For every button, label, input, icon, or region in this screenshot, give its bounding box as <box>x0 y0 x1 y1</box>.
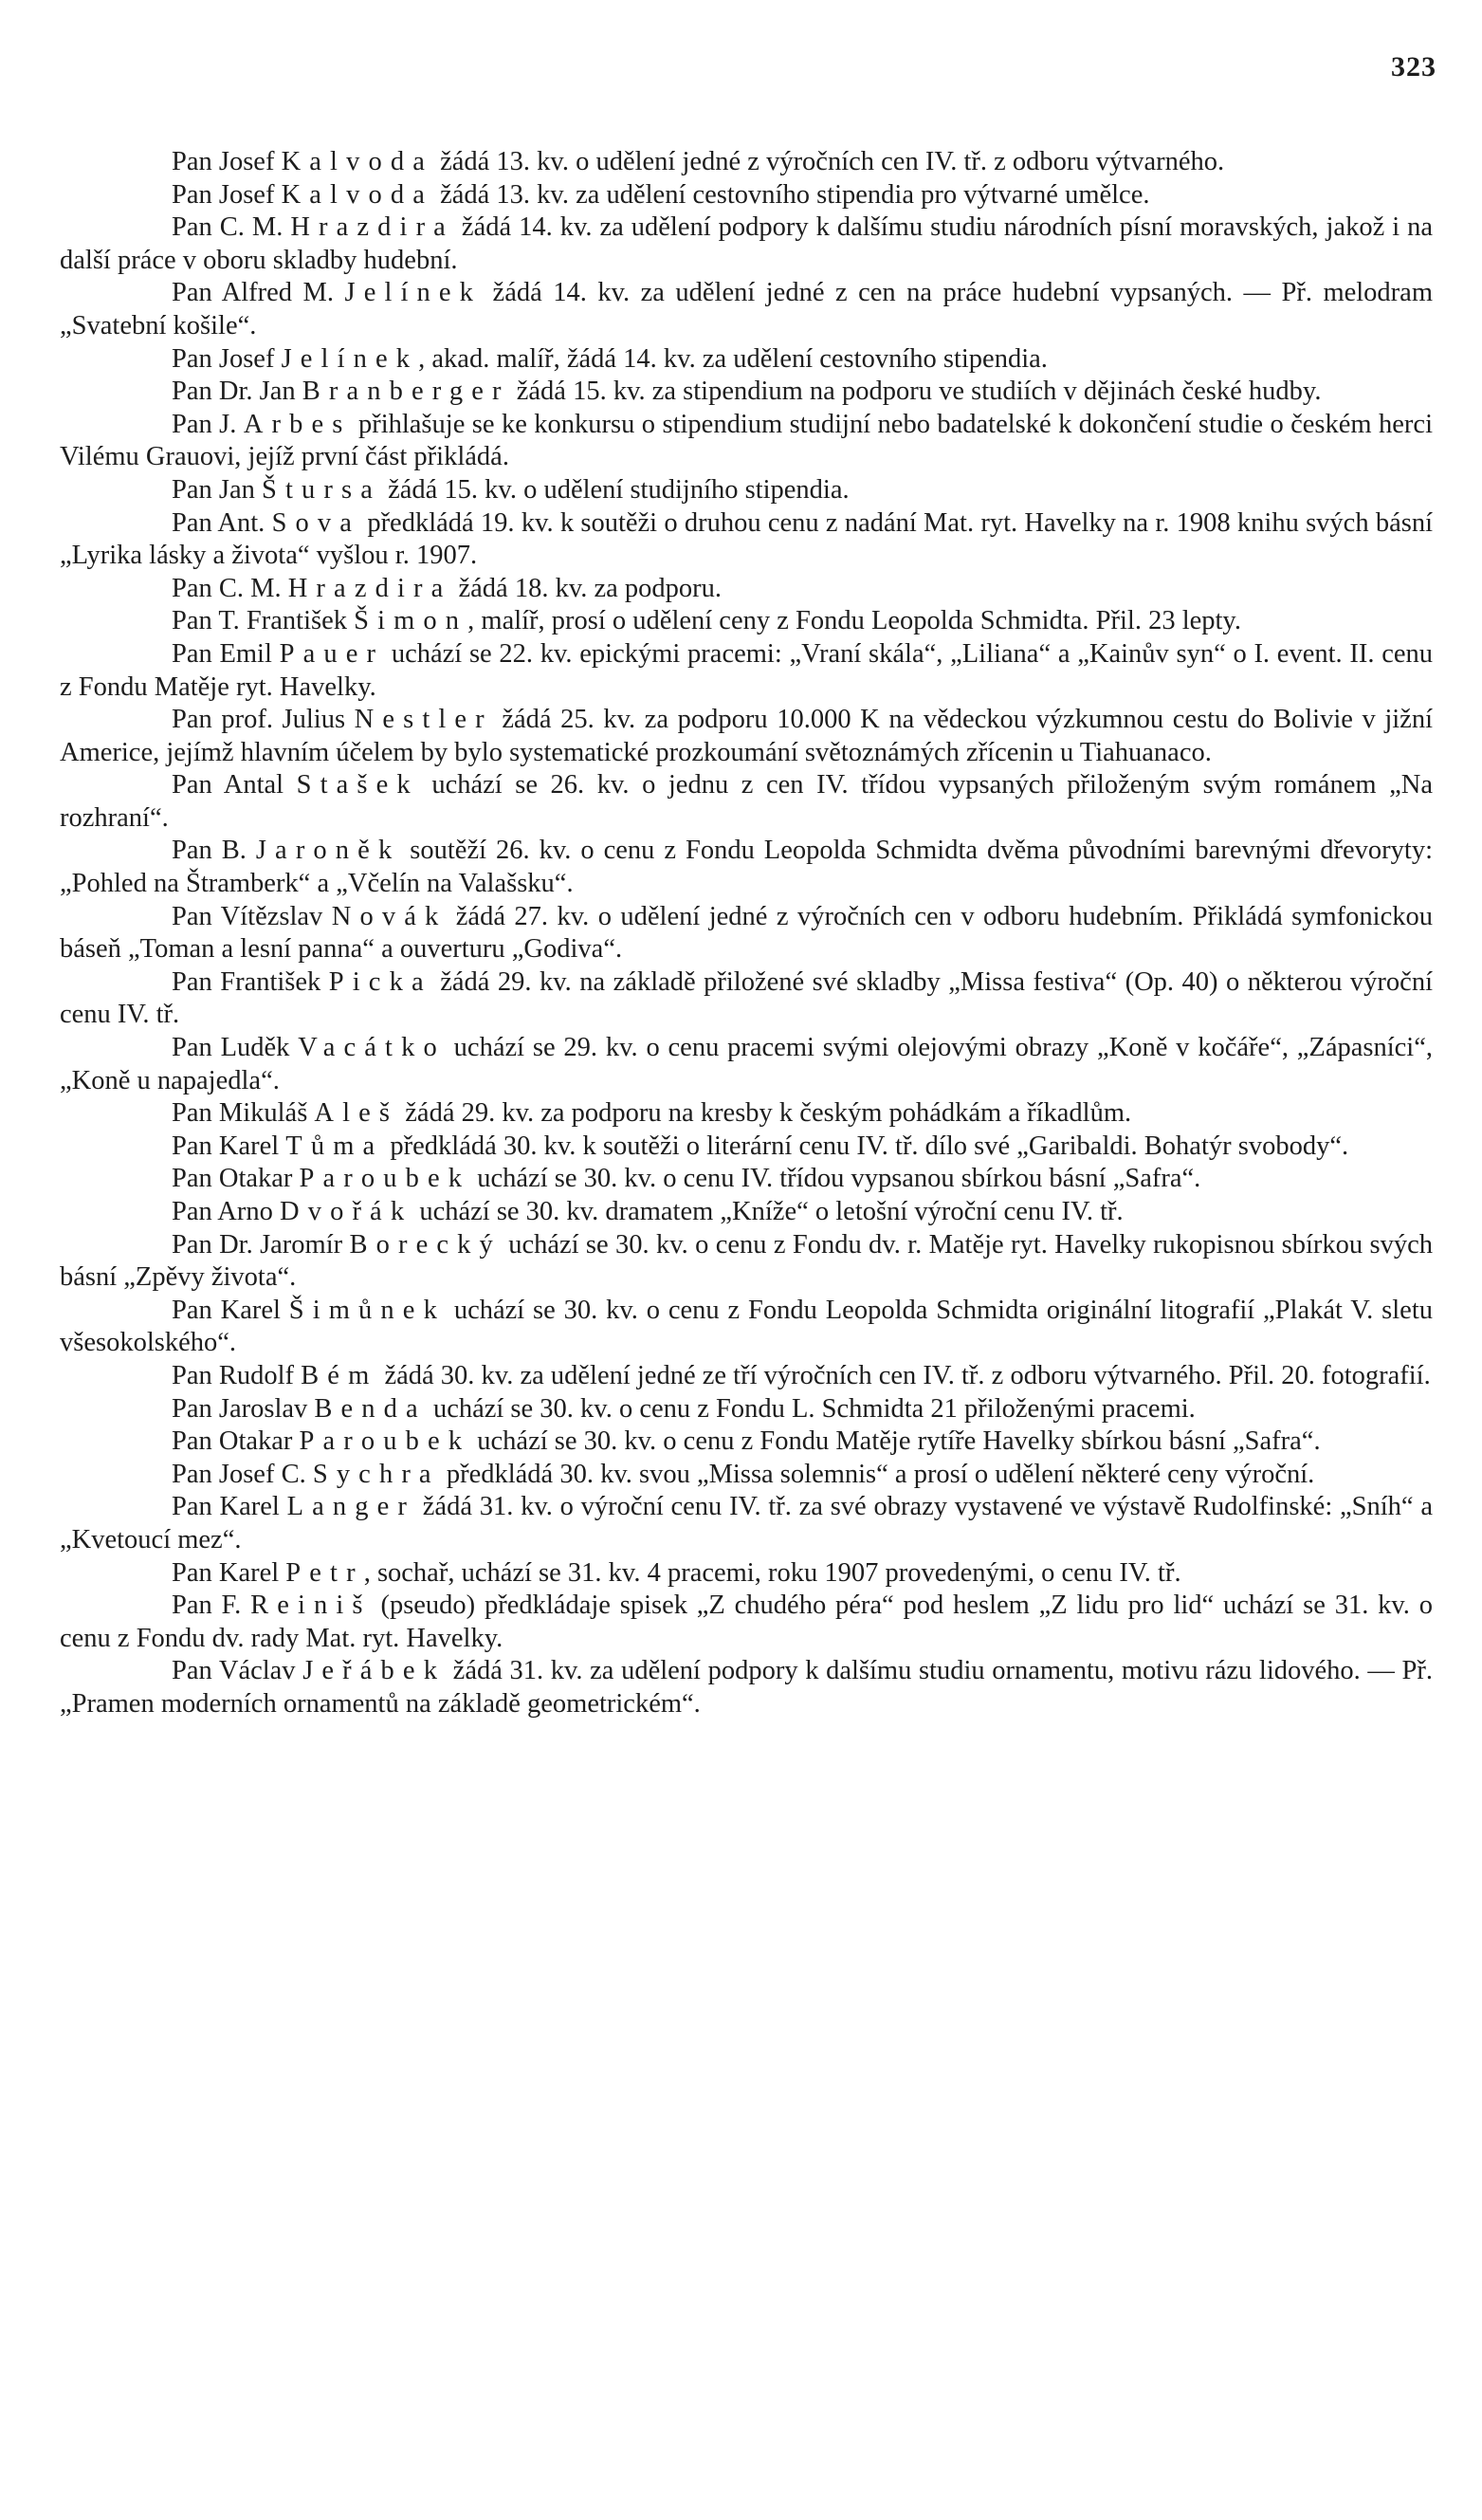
entry-name: Hrazdira <box>287 573 452 603</box>
entry-prefix: Pan Karel <box>172 1557 286 1588</box>
entry-text: žádá 13. kv. za udělení cestovního stipendia pro výtvarné umělce. <box>432 179 1150 210</box>
entry-name: Bém <box>301 1360 378 1390</box>
entry-name: Langer <box>286 1492 415 1522</box>
entry-name: Tůma <box>285 1131 384 1161</box>
entry-text: žádá 14. kv. za udělení podpory k dalšímu studiu národních písní moravských, jakož i na další práce v oboru skladby hudební. <box>60 212 1433 275</box>
entry-prefix: Pan J. <box>172 409 244 439</box>
entry-prefix: Pan Ant. <box>172 507 272 538</box>
entry-paragraph <box>60 1590 1433 1655</box>
entry-name: Branberger <box>302 377 510 407</box>
entry-prefix: Pan Antal <box>172 770 297 800</box>
entry-paragraph <box>60 769 1433 835</box>
entry-name: Aleš <box>314 1098 399 1129</box>
entry-paragraph <box>60 343 1433 377</box>
entry-prefix: Pan Josef <box>172 343 282 374</box>
entry-paragraph <box>60 507 1433 573</box>
entry-text: žádá 25. kv. za podporu 10.000 K na vědeckou výzkumnou cestu do Bolivie v jižní Americe, jejímž hlavním účelem by bylo systematické prozkoumání světoznámých zřícenin u Tiahuanaco. <box>60 705 1433 767</box>
entry-name: Dvořák <box>280 1197 413 1226</box>
entry-paragraph <box>60 638 1433 704</box>
entry-paragraph <box>60 146 1433 179</box>
entry-name: Šimůnek <box>288 1295 446 1325</box>
entry-prefix: Pan F. <box>172 1591 251 1621</box>
entry-paragraph <box>60 1229 1433 1295</box>
entry-name: Borecký <box>349 1229 502 1260</box>
entry-prefix: Pan Rudolf <box>172 1360 302 1390</box>
entry-paragraph <box>60 1360 1433 1393</box>
entry-paragraph <box>60 573 1433 606</box>
entry-prefix: Pan prof. Julius <box>172 705 355 735</box>
entry-paragraph <box>60 1557 1433 1591</box>
entry-text: uchází se 30. kv. o cenu z Fondu L. Schmidta 21 přiloženými pracemi. <box>426 1393 1196 1424</box>
entry-prefix: Pan František <box>172 966 329 997</box>
entry-name: Vacátko <box>298 1033 446 1063</box>
entry-paragraph <box>60 1295 1433 1360</box>
page-number: 323 <box>1391 51 1436 83</box>
entry-paragraph <box>60 1459 1433 1492</box>
entry-text: , malíř, prosí o udělení ceny z Fondu Leopolda Schmidta. Přil. 23 lepty. <box>467 606 1241 636</box>
entry-name: Paroubek <box>299 1164 471 1194</box>
entry-prefix: Pan Luděk <box>172 1033 299 1063</box>
entry-paragraph <box>60 474 1433 507</box>
entry-prefix: Pan Karel <box>172 1131 286 1161</box>
entry-prefix: Pan Arno <box>172 1197 280 1226</box>
entry-name: Benda <box>314 1393 427 1424</box>
entry-text: soutěží 26. kv. o cenu z Fondu Leopolda Schmidta dvěma původními barevnými dřevoryty: „Pohled na Štramberk“ a „Včelín na Valašsku“. <box>60 836 1433 899</box>
entry-prefix: Pan Dr. Jan <box>172 377 302 407</box>
entry-paragraph <box>60 212 1433 277</box>
entry-prefix: Pan C. M. <box>172 573 288 603</box>
entry-paragraph <box>60 1196 1433 1229</box>
entry-text: žádá 27. kv. o udělení jedné z výročních cen v odboru hudebním. Přikládá symfonickou báseň „Toman a lesní panna“ a ouverturu „Godiva“. <box>60 901 1433 965</box>
text-column <box>60 146 1433 1721</box>
entry-text: žádá 18. kv. za podporu. <box>451 573 723 603</box>
entry-prefix: Pan C. M. <box>172 212 291 243</box>
entry-name: Arbes <box>243 409 352 439</box>
entry-name: Jelínek <box>344 278 483 308</box>
entry-text: žádá 15. kv. za stipendium na podporu ve studiích v dějinách české hudby. <box>509 377 1322 407</box>
entry-name: Kalvoda <box>281 179 433 210</box>
entry-text: uchází se 30. kv. o cenu IV. třídou vypsanou sbírkou básní „Safra“. <box>470 1164 1201 1194</box>
entry-text: uchází se 30. kv. o cenu z Fondu Matěje rytíře Havelky sbírkou básní „Safra“. <box>470 1426 1321 1457</box>
entry-text: žádá 29. kv. za podporu na kresby k českým pohádkám a říkadlům. <box>398 1098 1132 1129</box>
entry-text: uchází se 30. kv. o cenu z Fondu Leopolda Schmidta originální litografií „Plakát V. sletu všesokolského“. <box>60 1295 1433 1358</box>
entry-name: Paroubek <box>299 1426 471 1457</box>
entry-prefix: Pan Karel <box>172 1492 287 1522</box>
entry-prefix: Pan Jaroslav <box>172 1393 315 1424</box>
entry-text: uchází se 30. kv. dramatem „Kníže“ o letošní výroční cenu IV. tř. <box>412 1197 1124 1226</box>
entry-name: Hrazdira <box>290 212 454 243</box>
entry-paragraph <box>60 901 1433 966</box>
entry-paragraph <box>60 704 1433 769</box>
entry-paragraph <box>60 1032 1433 1097</box>
entry-paragraph <box>60 1131 1433 1164</box>
entry-prefix: Pan Josef C. <box>172 1459 313 1489</box>
entry-text: žádá 30. kv. za udělení jedné ze tří výročních cen IV. tř. z odboru výtvarného. Přil. 20. fotografií. <box>377 1360 1431 1390</box>
entry-text: žádá 29. kv. na základě přiložené své skladby „Missa festiva“ (Op. 40) o některou výroční cenu IV. tř. <box>60 966 1433 1030</box>
entry-name: Reiniš <box>250 1591 372 1621</box>
entry-paragraph <box>60 409 1433 474</box>
entry-paragraph <box>60 277 1433 342</box>
entry-name: Picka <box>328 966 432 997</box>
entry-prefix: Pan Otakar <box>172 1164 300 1194</box>
entry-paragraph <box>60 1163 1433 1196</box>
entry-text: předkládá 30. kv. k soutěži o literární cenu IV. tř. dílo své „Garibaldi. Bohatýr svobody“. <box>383 1131 1349 1161</box>
entry-text: žádá 31. kv. za udělení podpory k dalšímu studiu ornamentu, motivu rázu lidového. — Př. „Pramen moderních ornamentů na základě geometrickém“. <box>60 1656 1433 1719</box>
entry-prefix: Pan Emil <box>172 638 280 669</box>
entry-name: Jelínek <box>281 343 419 374</box>
entry-name: Sova <box>271 507 361 538</box>
entry-paragraph <box>60 1491 1433 1556</box>
entry-paragraph <box>60 966 1433 1032</box>
entry-text: předkládá 30. kv. svou „Missa solemnis“ a prosí o udělení některé ceny výroční. <box>439 1459 1315 1489</box>
entry-prefix: Pan Václav <box>172 1656 303 1686</box>
entry-text: uchází se 26. kv. o jednu z cen IV. třídou vypsaných přiloženým svým románem „Na rozhraní“. <box>60 770 1434 833</box>
entry-prefix: Pan Karel <box>172 1295 289 1325</box>
entry-name: Petr <box>285 1557 364 1588</box>
entry-paragraph <box>60 1426 1433 1459</box>
entry-text: žádá 31. kv. o výroční cenu IV. tř. za své obrazy vystavené ve výstavě Rudolfinské: „Sníh“ a „Kvetoucí mez“. <box>60 1492 1433 1554</box>
entry-prefix: Pan Josef <box>172 147 282 176</box>
entry-prefix: Pan T. František <box>172 606 355 636</box>
entry-text: předkládá 19. kv. k soutěži o druhou cenu z nadání Mat. ryt. Havelky na r. 1908 knihu svých básní „Lyrika lásky a života“ vyšlou r. 1907. <box>60 507 1433 571</box>
entry-paragraph <box>60 376 1433 409</box>
entry-paragraph <box>60 1393 1433 1426</box>
entry-prefix: Pan Dr. Jaromír <box>172 1229 350 1260</box>
entry-name: Šimon <box>354 606 468 636</box>
entry-name: Stašek <box>296 770 419 800</box>
entry-prefix: Pan B. <box>172 836 256 866</box>
entry-name: Novák <box>331 901 448 931</box>
entry-paragraph <box>60 1655 1433 1720</box>
entry-paragraph <box>60 179 1433 212</box>
entry-name: Sychra <box>312 1459 440 1489</box>
entry-text: , akad. malíř, žádá 14. kv. za udělení cestovního stipendia. <box>418 343 1048 374</box>
entry-text: uchází se 22. kv. epickými pracemi: „Vraní skála“, „Liliana“ a „Kainův syn“ o I. event. II. cenu z Fondu Matěje ryt. Havelky. <box>60 638 1433 702</box>
entry-text: žádá 13. kv. o udělení jedné z výročních cen IV. tř. z odboru výtvarného. <box>432 147 1225 176</box>
entry-prefix: Pan Alfred M. <box>172 278 345 308</box>
entry-prefix: Pan Mikuláš <box>172 1098 315 1129</box>
entry-text: uchází se 29. kv. o cenu pracemi svými olejovými obrazy „Koně v kočáře“, „Zápasníci“, „Koně u napajedla“. <box>60 1033 1433 1095</box>
entry-name: Nestler <box>354 705 493 735</box>
entry-name: Jeřábek <box>302 1656 447 1686</box>
entry-name: Kalvoda <box>281 147 433 176</box>
entry-paragraph <box>60 1097 1433 1131</box>
entry-text: žádá 15. kv. o udělení studijního stipendia. <box>380 474 850 505</box>
entry-prefix: Pan Josef <box>172 179 282 210</box>
entry-text: uchází se 30. kv. o cenu z Fondu dv. r. Matěje ryt. Havelky rukopisnou sbírkou svých básní „Zpěvy života“. <box>60 1229 1434 1293</box>
entry-prefix: Pan Jan <box>172 474 262 505</box>
entry-prefix: Pan Otakar <box>172 1426 300 1457</box>
entry-name: Štursa <box>262 474 381 505</box>
entry-text: , sochař, uchází se 31. kv. 4 pracemi, roku 1907 provedenými, o cenu IV. tř. <box>363 1557 1181 1588</box>
entry-paragraph <box>60 835 1433 900</box>
entry-paragraph <box>60 605 1433 638</box>
entry-text: (pseudo) předkládaje spisek „Z chudého péra“ pod heslem „Z lidu pro lid“ uchází se 31. kv. o cenu z Fondu dv. rady Mat. ryt. Havelky. <box>60 1591 1433 1653</box>
entry-text: přihlašuje se ke konkursu o stipendium studijní nebo badatelské k dokončení studie o českém herci Vilému Grauovi, jejíž první část přikládá. <box>60 409 1433 472</box>
entry-name: Pauer <box>279 638 385 669</box>
entry-text: žádá 14. kv. za udělení jedné z cen na práce hudební vypsaných. — Př. melodram „Svatební košile“. <box>60 278 1433 340</box>
entry-prefix: Pan Vítězslav <box>172 901 332 931</box>
entry-name: Jaroněk <box>255 836 401 866</box>
